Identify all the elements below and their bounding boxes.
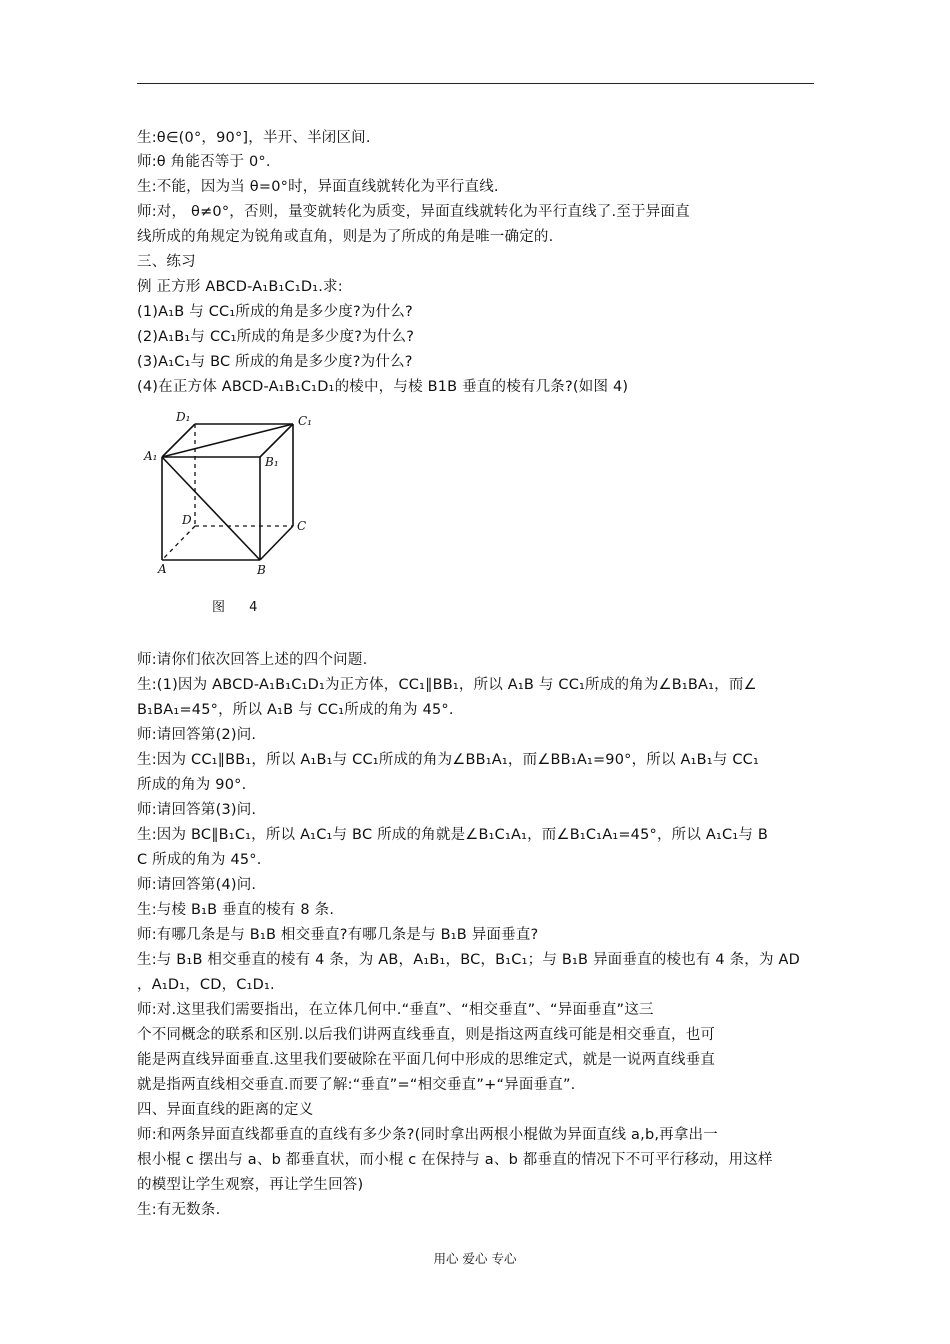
label-c: C — [297, 519, 307, 533]
question-1: (1)A₁B 与 CC₁所成的角是多少度?为什么? — [137, 304, 413, 320]
text-line: C 所成的角为 45°. — [137, 852, 262, 868]
text-line: 所成的角为 90°. — [137, 777, 247, 793]
label-c1: C₁ — [298, 414, 312, 428]
text-line: 师:请回答第(3)问. — [137, 802, 257, 818]
header-rule — [137, 83, 814, 84]
label-d: D — [182, 513, 192, 527]
text-line: ，A₁D₁，CD，C₁D₁. — [137, 977, 275, 993]
text-line: 师:对.这里我们需要指出，在立体几何中.“垂直”、“相交垂直”、“异面垂直”这三 — [137, 1002, 654, 1018]
text-line: 生:因为 CC₁∥BB₁，所以 A₁B₁与 CC₁所成的角为∠BB₁A₁，而∠BB₁A₁=90°，所以 A₁B₁与 CC₁ — [137, 752, 759, 768]
text-line: 能是两直线异面垂直.这里我们要破除在平面几何中形成的思维定式，就是一说两直线垂直 — [137, 1052, 716, 1068]
label-a1: A₁ — [144, 449, 158, 463]
label-a: A — [158, 562, 167, 576]
section-heading: 三、练习 — [137, 254, 196, 270]
text-line: 生:θ∈(0°，90°]，半开、半闭区间. — [137, 130, 371, 146]
question-3: (3)A₁C₁与 BC 所成的角是多少度?为什么? — [137, 354, 413, 370]
page-footer: 用心 爱心 专心 — [433, 1251, 517, 1266]
text-line: 生:(1)因为 ABCD-A₁B₁C₁D₁为正方体，CC₁∥BB₁，所以 A₁B 与 CC₁所成的角为∠B₁BA₁，而∠ — [137, 677, 757, 693]
text-line: 生:与 B₁B 相交垂直的棱有 4 条，为 AB，A₁B₁，BC，B₁C₁；与 B₁B 异面垂直的棱也有 4 条，为 AD — [137, 952, 800, 968]
text-line: 例 正方形 ABCD-A₁B₁C₁D₁.求: — [137, 279, 343, 295]
label-b1: B₁ — [265, 455, 279, 469]
text-line: 线所成的角规定为锐角或直角，则是为了所成的角是唯一确定的. — [137, 229, 554, 245]
text-line: 个不同概念的联系和区别.以后我们讲两直线垂直，则是指这两直线可能是相交垂直，也可 — [137, 1027, 716, 1043]
text-line: 的模型让学生观察，再让学生回答) — [137, 1177, 364, 1193]
question-2: (2)A₁B₁与 CC₁所成的角是多少度?为什么? — [137, 329, 415, 345]
text-line: 根小棍 c 摆出与 a、b 都垂直状，而小棍 c 在保持与 a、b 都垂直的情况下不可平行移动，用这样 — [137, 1152, 773, 1168]
text-line: 师:有哪几条是与 B₁B 相交垂直?有哪几条是与 B₁B 异面垂直? — [137, 927, 539, 943]
text-line: 生:有无数条. — [137, 1202, 221, 1218]
hidden-edge-d-a — [162, 526, 195, 560]
text-line: 师:请你们依次回答上述的四个问题. — [137, 652, 368, 668]
text-line: 师:请回答第(4)问. — [137, 877, 257, 893]
diagonal-a1-c1 — [162, 424, 293, 457]
text-line: 生:与棱 B₁B 垂直的棱有 8 条. — [137, 902, 335, 918]
question-4: (4)在正方体 ABCD-A₁B₁C₁D₁的棱中，与棱 B1B 垂直的棱有几条?(如图 4) — [137, 379, 629, 395]
text-line: 师:θ 角能否等于 0°. — [137, 154, 271, 170]
text-line: B₁BA₁=45°，所以 A₁B 与 CC₁所成的角为 45°. — [137, 702, 454, 718]
text-line: 师:请回答第(2)问. — [137, 727, 257, 743]
text-line: 生:不能，因为当 θ=0°时，异面直线就转化为平行直线. — [137, 179, 499, 195]
section-heading: 四、异面直线的距离的定义 — [137, 1102, 314, 1118]
text-line: 师:对， θ≠0°，否则，量变就转化为质变，异面直线就转化为平行直线了.至于异面直 — [137, 204, 690, 220]
label-b: B — [257, 563, 266, 577]
cube-figure — [140, 402, 320, 587]
figure-caption: 图 4 — [212, 600, 268, 615]
label-d1: D₁ — [176, 410, 191, 424]
edge-c-b — [260, 526, 293, 560]
text-line: 生:因为 BC∥B₁C₁，所以 A₁C₁与 BC 所成的角就是∠B₁C₁A₁，而∠B₁C₁A₁=45°，所以 A₁C₁与 B — [137, 827, 769, 843]
text-line: 就是指两直线相交垂直.而要了解:“垂直”=“相交垂直”+“异面垂直”. — [137, 1077, 576, 1093]
text-line: 师:和两条异面直线都垂直的直线有多少条?(同时拿出两根小棍做为异面直线 a,b,再拿出一 — [137, 1127, 718, 1143]
